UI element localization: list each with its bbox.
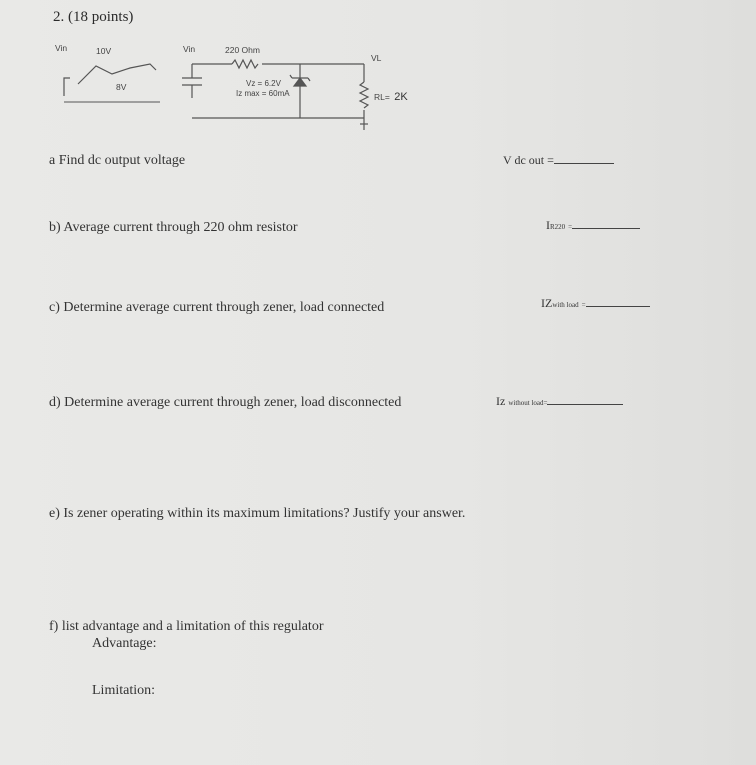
ripple-waveform: [78, 64, 156, 84]
answer-d-eq: =: [543, 399, 548, 407]
question-f: f) list advantage and a limitation of this regulator: [49, 619, 324, 634]
question-a: a Find dc output voltage: [49, 153, 186, 168]
answer-b-main: I: [546, 218, 550, 232]
answer-a-label: V dc out =: [503, 153, 554, 167]
answer-a: [503, 153, 614, 168]
question-e: e) Is zener operating within its maximum limitations? Justify your answer.: [49, 506, 466, 521]
answer-d-main: Iz: [496, 394, 506, 408]
question-c: c) Determine average current through zener, load connected: [49, 300, 385, 315]
zener-voltage-label: Vz = 6.2V: [246, 79, 281, 88]
limitation-label: Limitation:: [92, 683, 155, 698]
vl-label: VL: [371, 53, 382, 63]
answer-b-blank[interactable]: [572, 218, 640, 229]
answer-d-blank[interactable]: [547, 394, 623, 405]
answer-b-sub: R220: [550, 223, 566, 231]
answer-c-eq: =: [581, 301, 586, 309]
question-b: b) Average current through 220 ohm resistor: [49, 220, 298, 235]
resistor-label: 220 Ohm: [225, 45, 260, 55]
answer-b-eq: =: [568, 223, 573, 231]
peak-voltage-label: 10V: [96, 46, 112, 56]
trough-voltage-label: 8V: [116, 82, 127, 92]
answer-b: [546, 218, 640, 233]
answer-c-main: IZ: [541, 296, 553, 310]
answer-d-sub: without load: [508, 399, 544, 407]
answer-d: [496, 394, 623, 409]
answer-c-blank[interactable]: [586, 296, 650, 307]
answer-c: [541, 296, 650, 311]
rl-prefix: RL=: [374, 92, 390, 102]
question-d: d) Determine average current through zener, load disconnected: [49, 395, 402, 410]
advantage-label: Advantage:: [92, 636, 157, 651]
load-resistor: [360, 82, 368, 108]
zener-regulator-circuit: [0, 0, 756, 150]
rl-value: 2K: [394, 91, 408, 103]
answer-c-sub: with load: [552, 301, 579, 309]
vin-left-label: Vin: [55, 43, 68, 53]
zener-max-current-label: Iz max = 60mA: [236, 89, 290, 98]
zener-diode: [294, 78, 306, 86]
load-resistance-label: [374, 87, 408, 105]
problem-title: 2. (18 points): [53, 9, 134, 25]
answer-a-blank[interactable]: [554, 153, 614, 164]
vin-right-label: Vin: [183, 44, 196, 54]
resistor-220: [232, 60, 258, 68]
